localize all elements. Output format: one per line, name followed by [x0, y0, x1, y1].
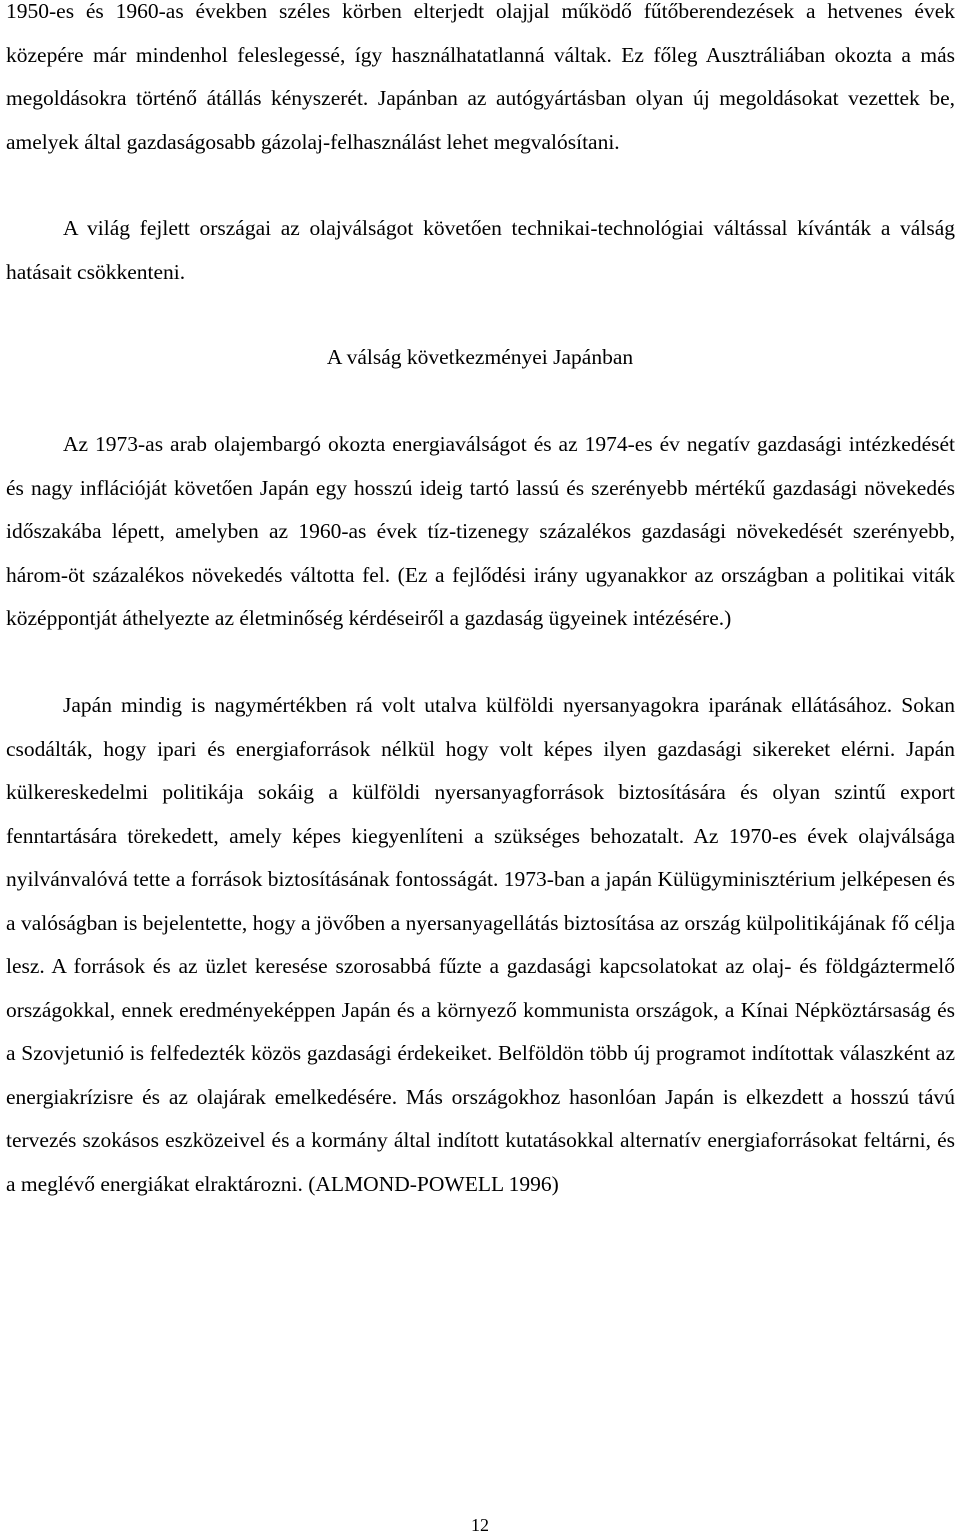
- intro-paragraph-2: A világ fejlett országai az olajválságot követően technikai-technológiai váltással kívánták a válság hatásait csökkenteni.: [6, 216, 955, 284]
- section-heading: A válság következményei Japánban: [326, 345, 634, 369]
- page-number: 12: [471, 1515, 489, 1535]
- intro-paragraph-1: 1950-es és 1960-as években széles körben elterjedt olajjal működő fűtőberendezések a hetvenes évek közepére már mindenhol feleslegessé, így használhatatlanná váltak. Ez főleg Ausztráliában okozta a más megoldásokra történő átállás kényszerét. Japánban az autógyártásban olyan új megoldásokat vezettek be, amelyek által gazdaságosabb gázolaj-felhasználást lehet megvalósítani.: [6, 0, 955, 154]
- section-paragraph-1: Az 1973-as arab olajembargó okozta energiaválságot és az 1974-es év negatív gazdasági intézkedését és nagy inflációját követően Japán egy hosszú ideig tartó lassú és szerényebb mértékű gazdasági növekedés időszakába lépett, amelyben az 1960-as évek tíz-tizenegy százalékos gazdasági növekedését szerényebb, három-öt százalékos növekedés váltotta fel. (Ez a fejlődési irány ugyanakkor az országban a politikai viták középpontját áthelyezte az életminőség kérdéseiről a gazdaság ügyeinek intézésére.): [6, 432, 955, 630]
- section-paragraph-2: Japán mindig is nagymértékben rá volt utalva külföldi nyersanyagokra iparának ellátásához. Sokan csodálták, hogy ipari és energiaforrások nélkül hogy volt képes ilyen gazdasági sikereket elérni. Japán külkereskedelmi politikája sokáig a külföldi nyersanyagforrások biztosítására és olyan szintű export fenntartására törekedett, amely képes kiegyenlíteni a szükséges behozatalt. Az 1970-es évek olajválsága nyilvánvalóvá tette a források biztosításának fontosságát. 1973-ban a japán Külügyminisztérium jelképesen és a valóságban is bejelentette, hogy a jövőben a nyersanyagellátás biztosítása az ország külpolitikájának fő célja lesz. A források és az üzlet keresése szorosabbá fűzte a gazdasági kapcsolatokat az olaj- és földgáztermelő országokkal, ennek eredményeképpen Japán és a környező kommunista országok, a Kínai Népköztársaság és a Szovjetunió is felfedezték közös gazdasági érdekeiket. Belföldön több új programot indítottak válaszként az energiakrízisre és az olajárak emelkedésére. Más országokhoz hasonlóan Japán is elkezdett a hosszú távú tervezés szokásos eszközeivel és a kormány által indított kutatásokkal alternatív energiaforrásokat feltárni, és a meglévő energiákat elraktározni. (ALMOND-POWELL 1996): [6, 693, 955, 1196]
